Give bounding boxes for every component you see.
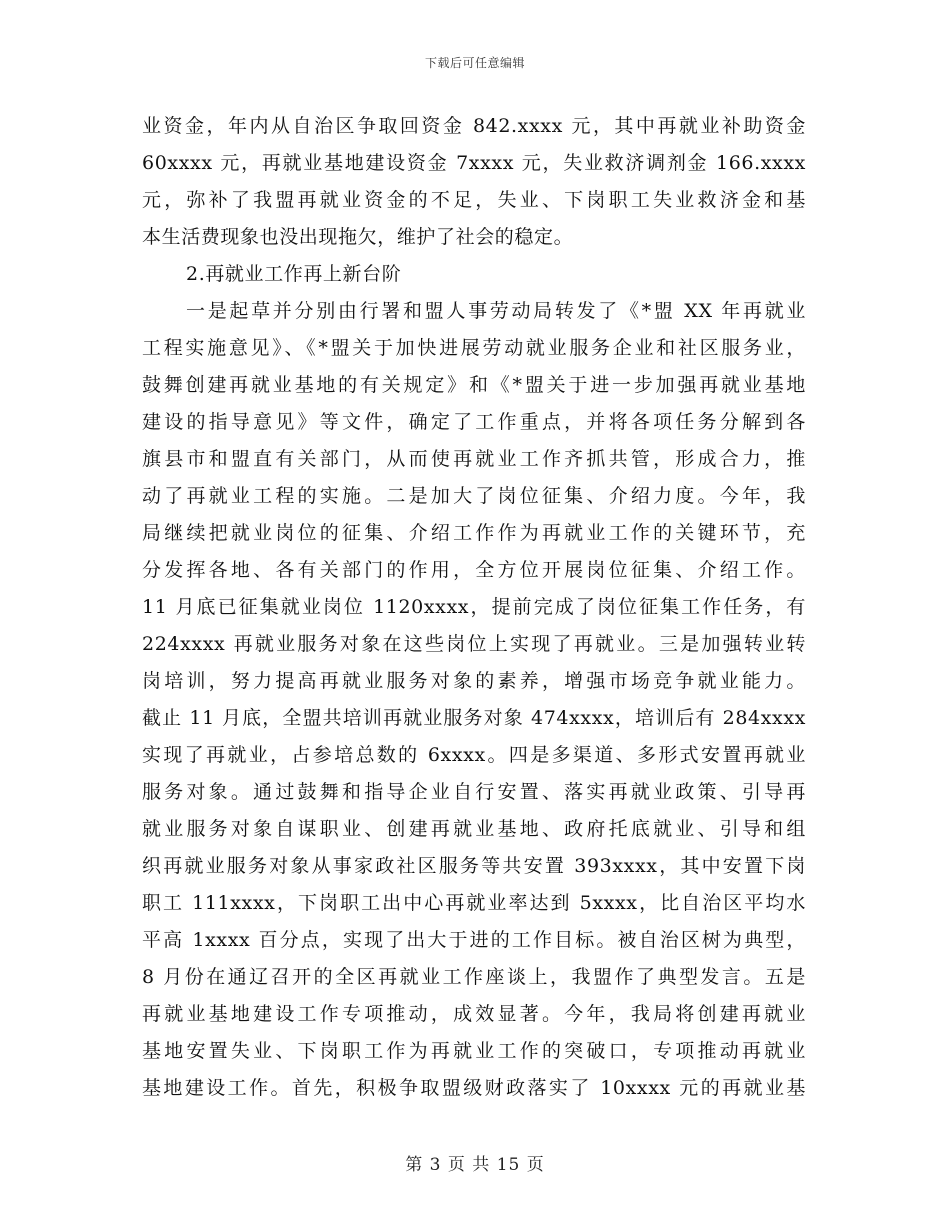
text-line: 动了再就业工程的实施。二是加大了岗位征集、介绍力度。今年，我 [142,485,806,507]
text-line: 职工 111xxxx，下岗职工出中心再就业率达到 5xxxx，比自治区平均水 [142,892,806,914]
text-line: 鼓舞创建再就业基地的有关规定》和《*盟关于进一步加强再就业基地 [142,374,806,396]
text-line: 织再就业服务对象从事家政社区服务等共安置 393xxxx，其中安置下岗 [142,855,806,877]
text-line: 工程实施意见》、《*盟关于加快进展劳动就业服务企业和社区服务业， [142,337,806,359]
text-line: 岗培训，努力提高再就业服务对象的素养，增强市场竞争就业能力。 [142,670,806,692]
section-heading: 2.再就业工作再上新台阶 [186,263,402,285]
text-line: 11 月底已征集就业岗位 1120xxxx，提前完成了岗位征集工作任务，有 [142,596,806,618]
text-line: 一是起草并分别由行署和盟人事劳动局转发了《*盟 XX 年再就业 [186,300,806,322]
text-line: 截止 11 月底，全盟共培训再就业服务对象 474xxxx，培训后有 284xxxx [142,707,806,729]
page-number: 第 3 页 共 15 页 [405,1155,545,1175]
text-line: 服务对象。通过鼓舞和指导企业自行安置、落实再就业政策、引导再 [142,781,806,803]
text-line: 分发挥各地、各有关部门的作用，全方位开展岗位征集、介绍工作。 [142,559,806,581]
text-line: 8 月份在通辽召开的全区再就业工作座谈上，我盟作了典型发言。五是 [142,966,806,988]
text-line: 建设的指导意见》等文件，确定了工作重点，并将各项任务分解到各 [142,411,806,433]
text-line: 基地安置失业、下岗职工作为再就业工作的突破口，专项推动再就业 [142,1040,806,1062]
text-line: 60xxxx 元，再就业基地建设资金 7xxxx 元，失业救济调剂金 166.xxxx [142,152,806,174]
document-body [142,108,806,1107]
text-line: 本生活费现象也没出现拖欠，维护了社会的稳定。 [142,226,574,248]
text-line: 就业服务对象自谋职业、创建再就业基地、政府托底就业、引导和组 [142,818,806,840]
text-line: 224xxxx 再就业服务对象在这些岗位上实现了再就业。三是加强转业转 [142,633,806,655]
text-line: 业资金，年内从自治区争取回资金 842.xxxx 元，其中再就业补助资金 [142,115,806,137]
text-line: 局继续把就业岗位的征集、介绍工作作为再就业工作的关键环节，充 [142,522,806,544]
text-line: 再就业基地建设工作专项推动，成效显著。今年，我局将创建再就业 [142,1003,806,1025]
page-header: 下载后可任意编辑 [424,56,525,70]
text-line: 实现了再就业，占参培总数的 6xxxx。四是多渠道、多形式安置再就业 [142,744,806,766]
text-line: 旗县市和盟直有关部门，从而使再就业工作齐抓共管，形成合力，推 [142,448,806,470]
text-line: 元，弥补了我盟再就业资金的不足，失业、下岗职工失业救济金和基 [142,189,806,211]
text-line: 基地建设工作。首先，积极争取盟级财政落实了 10xxxx 元的再就业基 [142,1077,806,1099]
text-line: 平高 1xxxx 百分点，实现了出大于进的工作目标。被自治区树为典型， [142,929,806,951]
